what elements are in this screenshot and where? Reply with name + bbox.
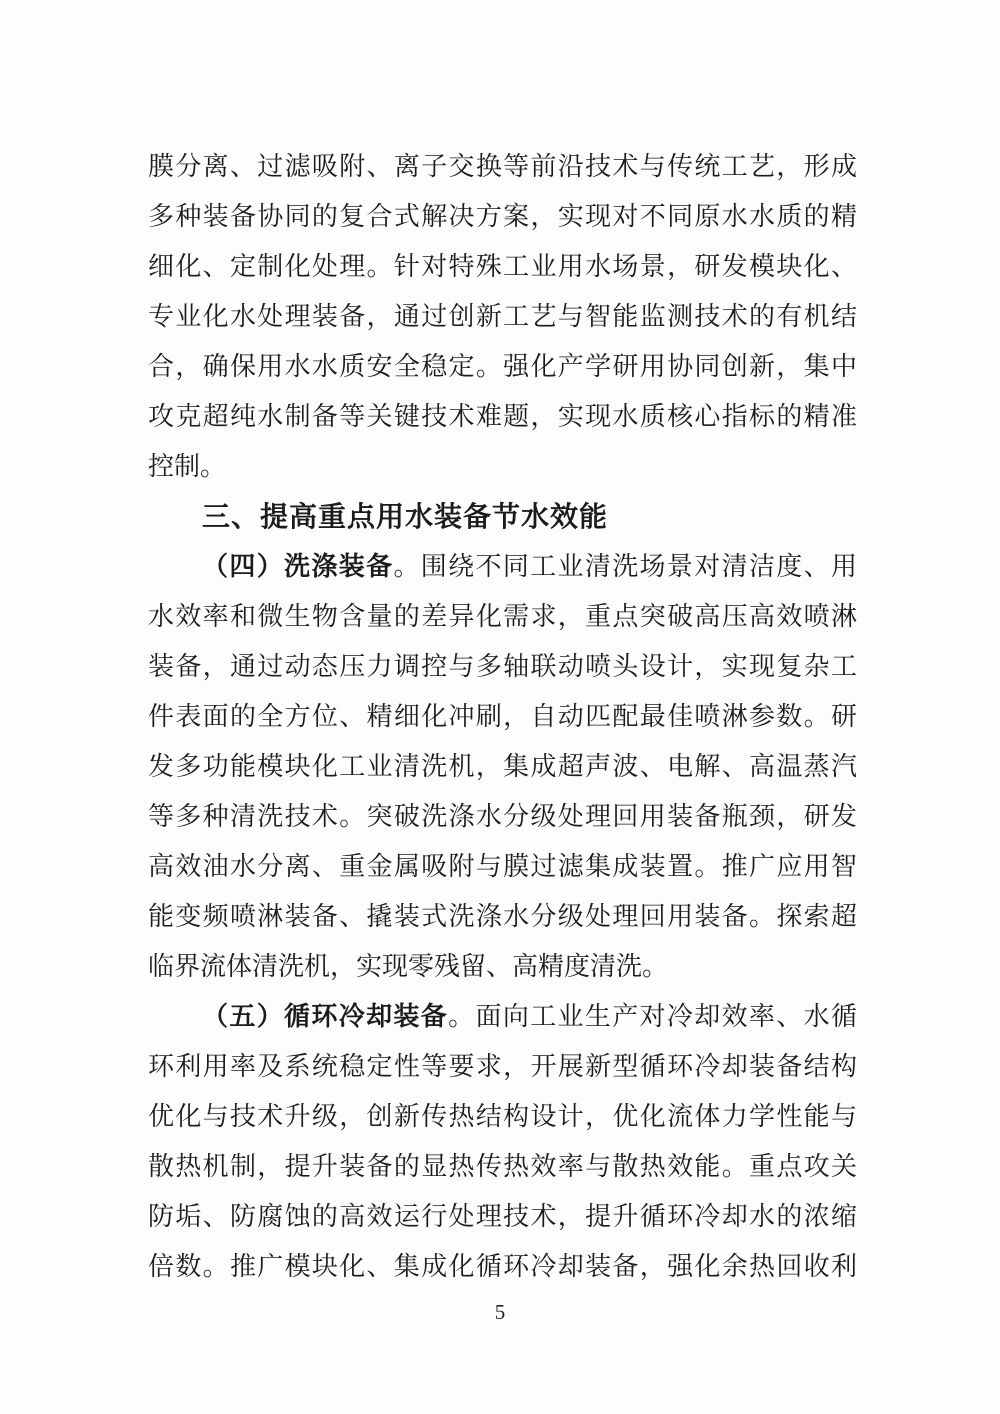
body-line [148, 542, 857, 592]
body-line [148, 1042, 857, 1092]
paragraph-lead: （五）循环冷却装备 [202, 1002, 449, 1031]
line-text: 发多功能模块化工业清洗机，集成超声波、电解、高温蒸汽 [148, 752, 857, 781]
line-text: 散热机制，提升装备的显热传热效率与散热效能。重点攻关 [148, 1152, 857, 1181]
body-line [148, 942, 857, 992]
body-line [148, 192, 857, 242]
line-text: 高效油水分离、重金属吸附与膜过滤集成装置。推广应用智 [148, 852, 857, 881]
body-line [148, 992, 857, 1042]
body-line [148, 742, 857, 792]
line-text: 等多种清洗技术。突破洗涤水分级处理回用装备瓶颈，研发 [148, 802, 857, 831]
body-line [148, 1192, 857, 1242]
body-line [148, 592, 857, 642]
body-line [148, 442, 857, 492]
body-line [148, 692, 857, 742]
line-text: 多种装备协同的复合式解决方案，实现对不同原水水质的精 [148, 202, 857, 231]
line-text: 水效率和微生物含量的差异化需求，重点突破高压高效喷淋 [148, 602, 857, 631]
body-line [148, 1092, 857, 1142]
body-line [148, 1142, 857, 1192]
body-line [148, 392, 857, 442]
line-text: 环利用率及系统稳定性等要求，开展新型循环冷却装备结构 [148, 1052, 857, 1081]
line-text: 装备，通过动态压力调控与多轴联动喷头设计，实现复杂工 [148, 652, 857, 681]
line-text: 控制。 [148, 452, 227, 481]
body-line [148, 892, 857, 942]
page-number: 5 [494, 1300, 506, 1324]
section-heading: 三、提高重点用水装备节水效能 [202, 501, 609, 532]
line-text: 优化与技术升级，创新传热结构设计，优化流体力学性能与 [148, 1102, 857, 1131]
body-line [148, 642, 857, 692]
line-text: 。面向工业生产对冷却效率、水循 [448, 1002, 857, 1031]
line-text: 细化、定制化处理。针对特殊工业用水场景，研发模块化、 [148, 252, 857, 281]
paragraph-lead: （四）洗涤装备 [202, 552, 394, 581]
body-line [148, 842, 857, 892]
line-text: 倍数。推广模块化、集成化循环冷却装备，强化余热回收利 [148, 1252, 857, 1281]
line-text: 临界流体清洗机，实现零残留、高精度清洗。 [148, 952, 669, 981]
line-text: 件表面的全方位、精细化冲刷，自动匹配最佳喷淋参数。研 [148, 702, 857, 731]
body-line [148, 1242, 857, 1292]
line-text: 防垢、防腐蚀的高效运行处理技术，提升循环冷却水的浓缩 [148, 1202, 857, 1231]
body-line [148, 242, 857, 292]
line-text: 膜分离、过滤吸附、离子交换等前沿技术与传统工艺，形成 [148, 152, 857, 181]
body-line [148, 792, 857, 842]
body-line [148, 142, 857, 192]
line-text: 。围绕不同工业清洗场景对清洁度、用 [393, 552, 857, 581]
body-line [148, 292, 857, 342]
line-text: 合，确保用水水质安全稳定。强化产学研用协同创新，集中 [148, 352, 857, 381]
text-block [148, 142, 857, 1292]
body-line [148, 342, 857, 392]
line-text: 攻克超纯水制备等关键技术难题，实现水质核心指标的精准 [148, 402, 857, 431]
line-text: 能变频喷淋装备、撬装式洗涤水分级处理回用装备。探索超 [148, 902, 857, 931]
line-text: 专业化水处理装备，通过创新工艺与智能监测技术的有机结 [148, 302, 857, 331]
